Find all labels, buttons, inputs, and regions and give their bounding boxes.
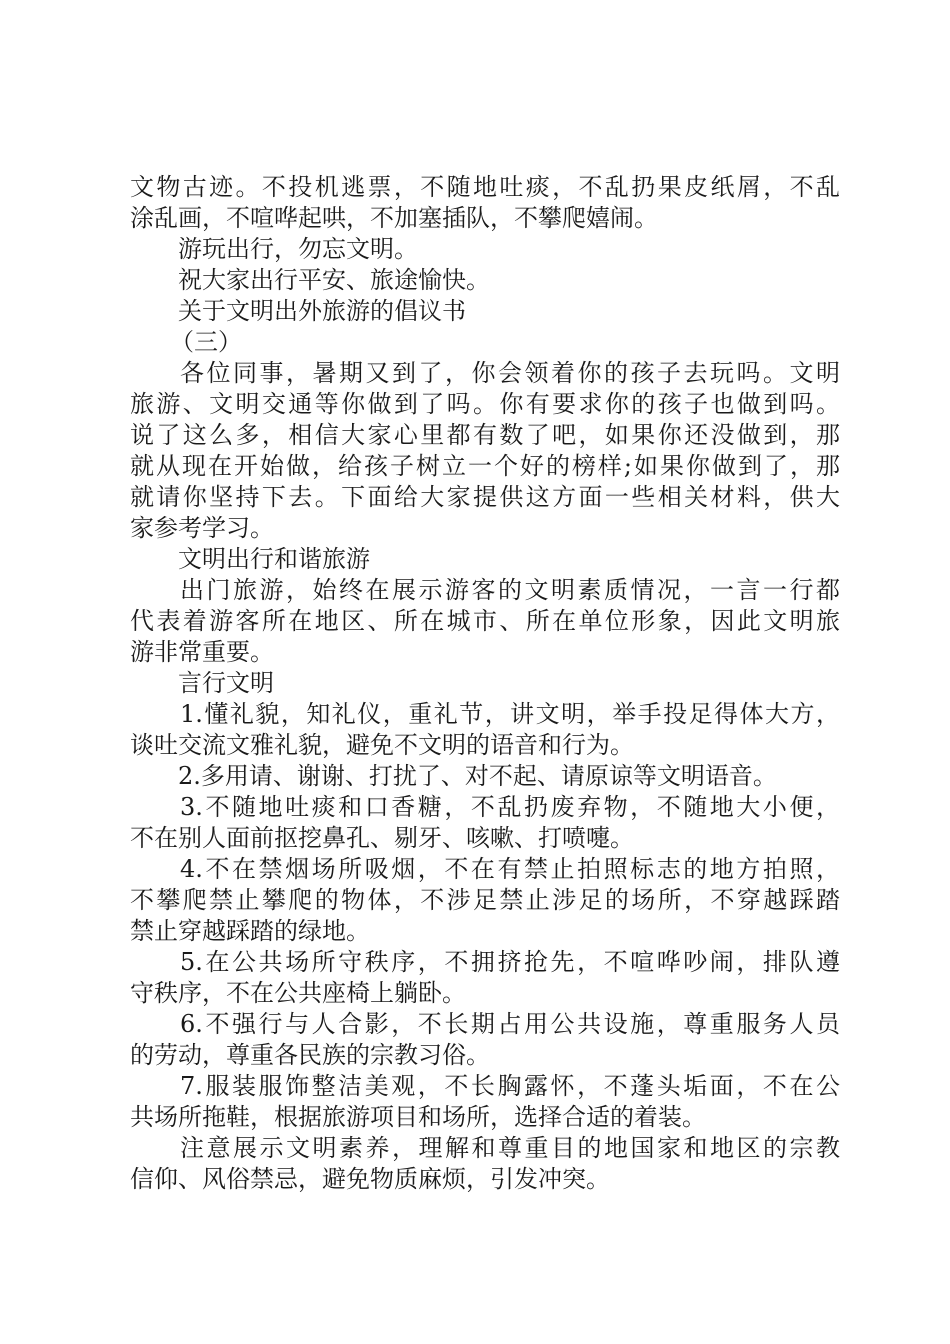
section-heading: 文明出行和谐旅游 bbox=[178, 545, 370, 573]
text-line: 谈吐交流文雅礼貌，避免不文明的语音和行为。 bbox=[130, 731, 634, 759]
text-line: 游玩出行，勿忘文明。 bbox=[178, 235, 418, 263]
text-line: 说了这么多，相信大家心里都有数了吧，如果你还没做到，那 bbox=[130, 421, 840, 449]
list-item: 3.不随地吐痰和口香糖，不乱扔废弃物，不随地大小便， bbox=[180, 793, 840, 821]
text-line: 守秩序，不在公共座椅上躺卧。 bbox=[130, 979, 466, 1007]
text-line: 不在别人面前抠挖鼻孔、剔牙、咳嗽、打喷嚏。 bbox=[130, 824, 634, 852]
text-line: 禁止穿越踩踏的绿地。 bbox=[130, 917, 370, 945]
list-item: 5.在公共场所守秩序，不拥挤抢先，不喧哗吵闹，排队遵 bbox=[180, 948, 840, 976]
text-line: 涂乱画，不喧哗起哄，不加塞插队，不攀爬嬉闹。 bbox=[130, 204, 658, 232]
text-line: 代表着游客所在地区、所在城市、所在单位形象，因此文明旅 bbox=[130, 607, 840, 635]
text-line: 游非常重要。 bbox=[130, 638, 274, 666]
text-line: 各位同事，暑期又到了，你会领着你的孩子去玩吗。文明 bbox=[180, 359, 840, 387]
document-body bbox=[130, 172, 840, 1195]
text-line: 就从现在开始做，给孩子树立一个好的榜样;如果你做到了，那 bbox=[130, 452, 840, 480]
list-item: 1.懂礼貌，知礼仪，重礼节，讲文明，举手投足得体大方， bbox=[180, 700, 840, 728]
text-line: 就请你坚持下去。下面给大家提供这方面一些相关材料，供大 bbox=[130, 483, 840, 511]
section-heading: 言行文明 bbox=[178, 669, 274, 697]
section-title: 关于文明出外旅游的倡议书 bbox=[178, 297, 466, 325]
text-line: 不攀爬禁止攀爬的物体，不涉足禁止涉足的场所，不穿越踩踏 bbox=[130, 886, 840, 914]
text-line: 家参考学习。 bbox=[130, 514, 274, 542]
text-line: 信仰、风俗禁忌，避免物质麻烦，引发冲突。 bbox=[130, 1165, 610, 1193]
list-item: 7.服装服饰整洁美观，不长胸露怀，不蓬头垢面，不在公 bbox=[180, 1072, 840, 1100]
list-item: 6.不强行与人合影，不长期占用公共设施，尊重服务人员 bbox=[180, 1010, 840, 1038]
text-line: 的劳动，尊重各民族的宗教习俗。 bbox=[130, 1041, 490, 1069]
text-line: 共场所拖鞋，根据旅游项目和场所，选择合适的着装。 bbox=[130, 1103, 706, 1131]
text-line: 注意展示文明素养，理解和尊重目的地国家和地区的宗教 bbox=[180, 1134, 840, 1162]
list-item: 2.多用请、谢谢、打扰了、对不起、请原谅等文明语音。 bbox=[178, 762, 777, 790]
section-number: （三） bbox=[170, 328, 242, 356]
text-line: 祝大家出行平安、旅途愉快。 bbox=[178, 266, 490, 294]
text-line: 出门旅游，始终在展示游客的文明素质情况，一言一行都 bbox=[180, 576, 840, 604]
list-item: 4.不在禁烟场所吸烟，不在有禁止拍照标志的地方拍照， bbox=[180, 855, 840, 883]
text-line: 旅游、文明交通等你做到了吗。你有要求你的孩子也做到吗。 bbox=[130, 390, 840, 418]
text-line: 文物古迹。不投机逃票，不随地吐痰，不乱扔果皮纸屑，不乱 bbox=[130, 173, 840, 201]
